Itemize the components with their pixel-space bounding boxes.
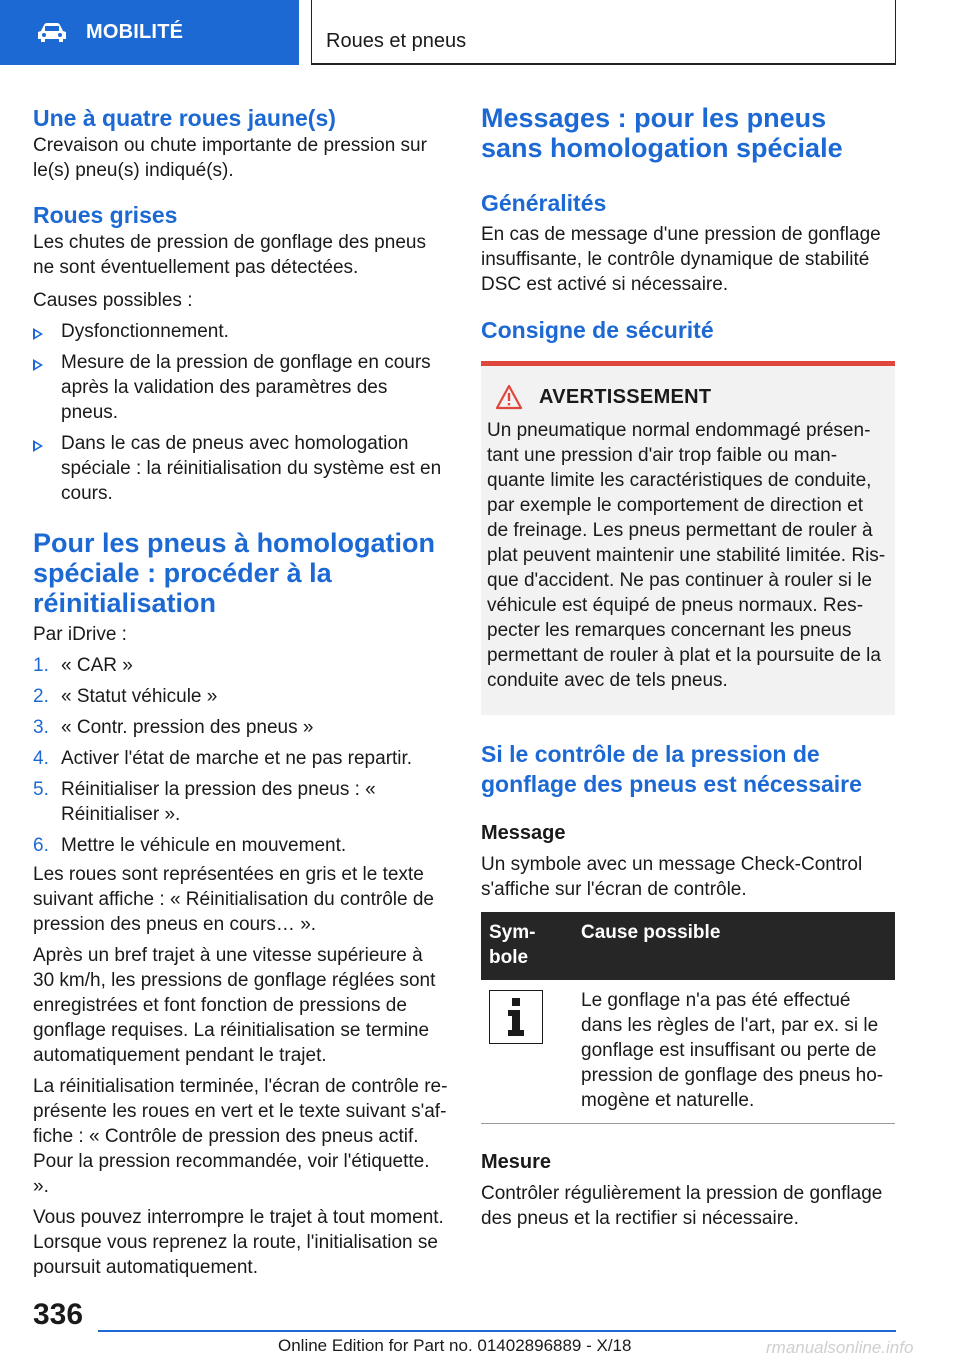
watermark: rmanualsonline.info	[766, 1338, 914, 1357]
messages-heading: Messages : pour les pneus sans homologation spéciale	[481, 103, 843, 163]
section-tab	[0, 0, 299, 65]
bullet-triangle-icon	[33, 359, 43, 371]
symbol-cell	[481, 980, 573, 1124]
list-item: 5. Réinitialiser la pression des pneus : « Réinitialiser ».	[33, 779, 376, 825]
table-row	[481, 980, 895, 1124]
table-header-symbol: Symbole	[481, 912, 573, 980]
bullet-triangle-icon	[33, 440, 43, 452]
symbol-table	[481, 912, 895, 1124]
reset-complete-text: La réinitialisation terminée, l'écran de contrôle représente les roues en vert et le texte suivant s'affiche : « Contrôle de pression des pneus actif. Pour la pression recommandée, voir l'étiquette. ».	[33, 1076, 448, 1197]
general-text: En cas de message d'une pression de gonflage insuffisante, le contrôle dynamique de stabilité DSC est activé si nécessaire.	[481, 224, 881, 295]
chapter-title: Roues et pneus	[326, 30, 467, 52]
reset-steps	[33, 653, 448, 858]
grey-wheels-text: Les chutes de pression de gonflage des pneus ne sont éventuellement pas détectées.	[33, 232, 426, 278]
table-header-cause: Cause possible	[573, 912, 895, 980]
reset-heading: Pour les pneus à homologation spéciale : procéder à la réinitialisation	[33, 528, 436, 618]
section-label: MOBILITÉ	[86, 21, 184, 43]
footer-rule	[98, 1330, 896, 1332]
grey-wheels-heading: Roues grises	[33, 202, 178, 228]
yellow-wheels-heading: Une à quatre roues jaune(s)	[33, 105, 336, 131]
measure-text: Contrôler régulièrement la pression de gonflage des pneus et la rectifier si nécessaire.	[481, 1183, 883, 1229]
edition-text: Online Edition for Part no. 01402896889 - X/18	[278, 1336, 632, 1355]
warning-text: Un pneumatique normal endommagé présentant une pression d'air trop faible ou manquante limite les caractéristiques de conduite, par exemple le comportement de direction et de freinage. Les pneus permettant de rouler à plat peuvent maintenir une stabilité limitée. Risque d'accident. Ne pas continuer à rouler si le véhicule est équipé de pneus normaux. Respecter les remarques concernant les pneus permettant de rouler à plat et la poursuite de la conduite avec de tels pneus.	[487, 420, 886, 691]
warning-box	[481, 361, 895, 715]
list-item: 3. « Contr. pression des pneus »	[33, 717, 314, 738]
message-text: Un symbole avec un message Check-Control s'affiche sur l'écran de contrôle.	[481, 854, 863, 900]
chapter-header	[311, 0, 896, 65]
reset-interrupt-text: Vous pouvez interrompre le trajet à tout moment. Lorsque vous reprenez la route, l'initialisation se poursuit automatiquement.	[33, 1207, 444, 1278]
yellow-wheels-text: Crevaison ou chute importante de pression sur le(s) pneu(s) indiqué(s).	[33, 135, 427, 181]
list-item: 2. « Statut véhicule »	[33, 686, 218, 707]
warning-header	[495, 384, 887, 410]
general-heading: Généralités	[481, 190, 607, 216]
info-icon	[489, 990, 543, 1044]
reset-drive-text: Après un bref trajet à une vitesse supérieure à 30 km/h, les pressions de gonflage réglées sont enregistrées et font fonction de pressions de gonflage requises. La réinitialisation se termine automatiquement pendant le trajet.	[33, 945, 436, 1066]
causes-list	[33, 319, 448, 506]
check-heading: Si le contrôle de la pression de gonflage des pneus est nécessaire	[481, 741, 862, 797]
list-item: Dysfonctionnement.	[33, 319, 448, 344]
list-item: 1. « CAR »	[33, 655, 133, 676]
list-item: 4. Activer l'état de marche et ne pas repartir.	[33, 748, 413, 769]
left-column	[33, 100, 448, 1280]
list-item: 6. Mettre le véhicule en mouvement.	[33, 835, 347, 856]
list-item: Mesure de la pression de gonflage en cours après la validation des paramètres des pneus.	[33, 350, 448, 425]
right-column	[481, 100, 895, 1231]
page-number: 336	[33, 1298, 84, 1331]
message-label: Message	[481, 822, 566, 844]
measure-label: Mesure	[481, 1151, 552, 1173]
warning-title: AVERTISSEMENT	[539, 385, 712, 408]
causes-intro: Causes possibles :	[33, 290, 193, 311]
car-icon	[36, 22, 68, 44]
reset-progress-text: Les roues sont représentées en gris et le texte suivant affiche : « Réinitialisation du contrôle de pression des pneus en cours… ».	[33, 864, 435, 935]
bullet-triangle-icon	[33, 328, 43, 340]
list-item: Dans le cas de pneus avec homologation spéciale : la réinitialisation du système est en cours.	[33, 431, 448, 506]
via-idrive: Par iDrive :	[33, 624, 127, 645]
cause-cell: Le gonflage n'a pas été effectué dans les règles de l'art, par ex. si le gonflage est insuffisant ou perte de pression de gonflage des pneus homogène et naturelle.	[573, 980, 895, 1124]
safety-heading: Consigne de sécurité	[481, 317, 714, 343]
warning-triangle-icon	[495, 384, 523, 410]
